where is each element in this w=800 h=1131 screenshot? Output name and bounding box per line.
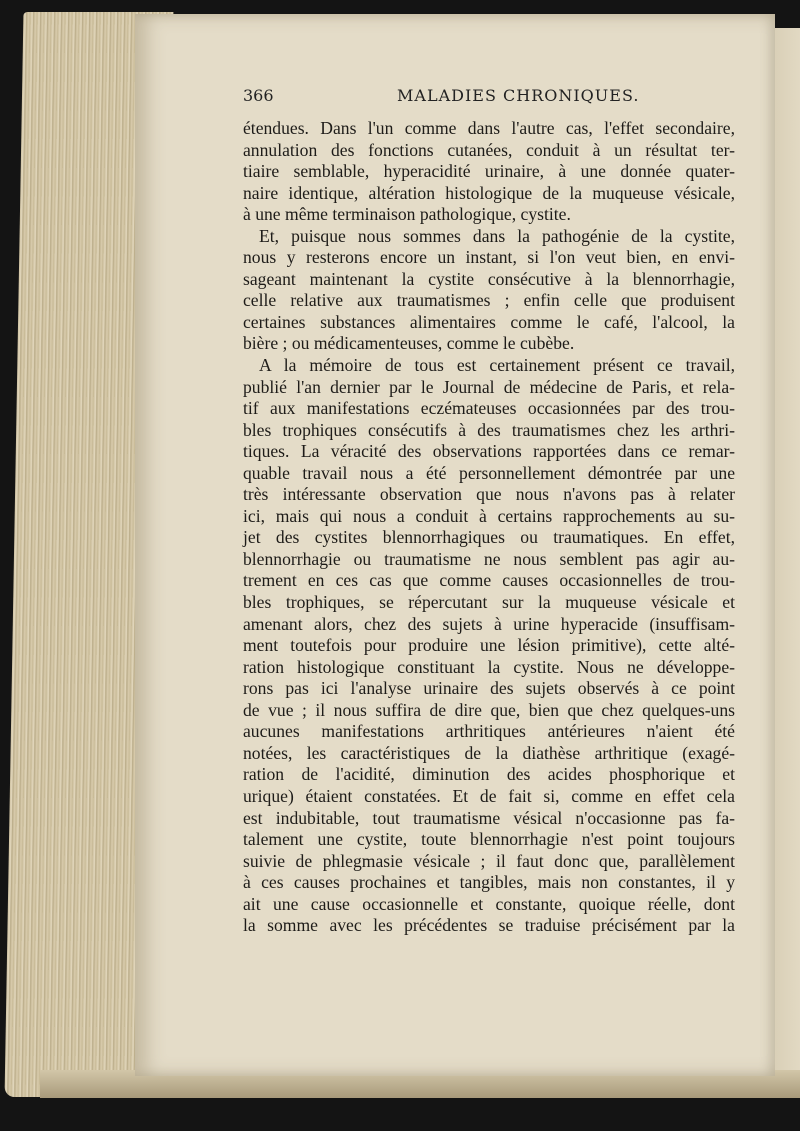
text-line: ici, mais qui nous a conduit à certains rapprochements au su- (243, 505, 735, 526)
body-text (243, 118, 735, 937)
text-line: blennorrhagie ou traumatisme ne nous semblent pas agir au- (243, 548, 735, 569)
text-line: est indubitable, tout traumatisme vésical n'occasionne pas fa- (243, 807, 735, 828)
text-line: nous y resterons encore un instant, si l'on veut bien, en envi- (243, 247, 735, 268)
text-line: aucunes manifestations arthritiques antérieures n'aient été (243, 721, 735, 742)
text-line: notées, les caractéristiques de la diathèse arthritique (exagé- (243, 742, 735, 763)
text-line: suivie de phlegmasie vésicale ; il faut donc que, parallèlement (243, 850, 735, 871)
text-line: bière ; ou médicamenteuses, comme le cubèbe. (243, 333, 575, 354)
text-line: naire identique, altération histologique de la muqueuse vésicale, (243, 182, 735, 203)
text-line: urique) étaient constatées. Et de fait si, comme en effet cela (243, 785, 735, 806)
text-line: ration de l'acidité, diminution des acides phosphorique et (243, 764, 735, 785)
text-line: jet des cystites blennorrhagiques ou traumatiques. En effet, (243, 527, 735, 548)
text-line: A la mémoire de tous est certainement présent ce travail, (259, 355, 735, 376)
text-line: de vue ; il nous suffira de dire que, bien que chez quelques-uns (243, 699, 735, 720)
page-number: 366 (243, 86, 274, 105)
text-line: publié l'an dernier par le Journal de médecine de Paris, et rela- (243, 376, 735, 397)
text-line: tif aux manifestations eczémateuses occasionnées par des trou- (243, 398, 735, 419)
text-line: la somme avec les précédentes se traduise précisément par la (243, 915, 735, 936)
text-line: bles trophiques consécutifs à des traumatismes chez les arthri- (243, 419, 735, 440)
text-line: à une même terminaison pathologique, cystite. (243, 204, 571, 225)
text-line: trement en ces cas que comme causes occasionnelles de trou- (243, 570, 735, 591)
page-header (243, 86, 733, 110)
text-line: tiaire semblable, hyperacidité urinaire, à une donnée quater- (243, 161, 735, 182)
text-line: certaines substances alimentaires comme le café, l'alcool, la (243, 311, 735, 332)
text-line: bles trophiques, se répercutant sur la muqueuse vésicale et (243, 592, 735, 613)
text-line: étendues. Dans l'un comme dans l'autre cas, l'effet secondaire, (243, 118, 735, 138)
text-line: talement une cystite, toute blennorrhagie n'est point toujours (243, 829, 735, 850)
running-title: MALADIES CHRONIQUES. (397, 86, 640, 105)
text-line: ment toutefois pour produire une lésion primitive), cette alté- (243, 635, 735, 656)
text-line: tiques. La véracité des observations rapportées dans ce remar- (243, 441, 735, 462)
text-line: ration histologique constituant la cystite. Nous ne développe- (243, 656, 735, 677)
text-line: ait une cause occasionnelle et constante, quoique réelle, dont (243, 893, 735, 914)
text-line: Et, puisque nous sommes dans la pathogénie de la cystite, (259, 225, 735, 246)
text-line: sageant maintenant la cystite consécutive à la blennorrhagie, (243, 268, 735, 289)
text-line: amenant alors, chez des sujets à urine hyperacide (insuffisam- (243, 613, 735, 634)
text-line: annulation des fonctions cutanées, conduit à un résultat ter- (243, 139, 735, 160)
text-line: à ces causes prochaines et tangibles, mais non constantes, il y (243, 872, 735, 893)
text-line: rons pas ici l'analyse urinaire des sujets observés à ce point (243, 678, 735, 699)
text-line: très intéressante observation que nous n'avons pas à relater (243, 484, 735, 505)
text-line: celle relative aux traumatismes ; enfin celle que produisent (243, 290, 735, 311)
text-line: quable travail nous a été personnellement démontrée par une (243, 462, 735, 483)
